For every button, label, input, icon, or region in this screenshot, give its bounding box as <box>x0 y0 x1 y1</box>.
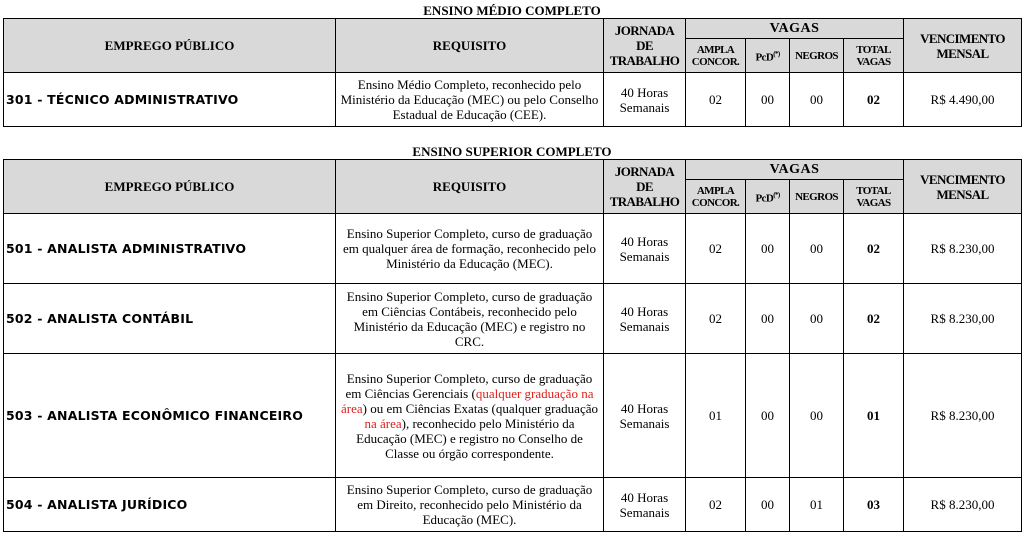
cell-negros: 00 <box>790 73 844 127</box>
table-ensino-medio <box>3 18 1022 127</box>
cell-requisito <box>336 354 604 478</box>
cell-vencimento: R$ 8.230,00 <box>904 214 1022 284</box>
header-pcd: PcD(*) <box>746 39 790 73</box>
requisito-text: ) ou em Ciências Exatas (qualquer graduação <box>362 400 598 416</box>
cell-jornada: 40 Horas Semanais <box>604 478 686 532</box>
table-row <box>4 478 1022 532</box>
cell-ampla: 02 <box>686 478 746 532</box>
cell-vencimento: R$ 8.230,00 <box>904 354 1022 478</box>
table-header-row <box>4 19 1022 39</box>
header-total: TOTAL VAGAS <box>844 180 904 214</box>
cell-negros: 00 <box>790 284 844 354</box>
cell-ampla: 02 <box>686 73 746 127</box>
header-vencimento: VENCIMENTO MENSAL <box>904 160 1022 214</box>
header-vagas: VAGAS <box>686 160 904 180</box>
header-ampla: AMPLA CONCOR. <box>686 180 746 214</box>
cell-total: 02 <box>844 73 904 127</box>
requisito-text: ), reconhecido pelo Ministério da Educação (MEC) e registro no Conselho de Classe ou órgão correspondente. <box>356 415 583 461</box>
section-title-medio: ENSINO MÉDIO COMPLETO <box>423 3 601 18</box>
header-jornada: JORNADA DE TRABALHO <box>604 160 686 214</box>
cell-ampla: 02 <box>686 284 746 354</box>
cell-emprego: 502 - ANALISTA CONTÁBIL <box>4 284 336 354</box>
header-total: TOTAL VAGAS <box>844 39 904 73</box>
cell-negros: 00 <box>790 354 844 478</box>
cell-total: 02 <box>844 284 904 354</box>
cell-emprego: 504 - ANALISTA JURÍDICO <box>4 478 336 532</box>
cell-total: 03 <box>844 478 904 532</box>
cell-pcd: 00 <box>746 73 790 127</box>
header-emprego: EMPREGO PÚBLICO <box>4 160 336 214</box>
header-vagas: VAGAS <box>686 19 904 39</box>
header-negros: NEGROS <box>790 39 844 73</box>
cell-requisito: Ensino Médio Completo, reconhecido pelo Ministério da Educação (MEC) ou pelo Conselho Estadual de Educação (CEE). <box>336 73 604 127</box>
cell-negros: 00 <box>790 214 844 284</box>
header-jornada: JORNADA DE TRABALHO <box>604 19 686 73</box>
cell-total: 02 <box>844 214 904 284</box>
header-pcd: PcD(*) <box>746 180 790 214</box>
cell-emprego: 301 - TÉCNICO ADMINISTRATIVO <box>4 73 336 127</box>
table-ensino-superior <box>3 159 1022 532</box>
cell-requisito: Ensino Superior Completo, curso de graduação em qualquer área de formação, reconhecido pelo Ministério da Educação (MEC). <box>336 214 604 284</box>
cell-vencimento: R$ 4.490,00 <box>904 73 1022 127</box>
table-row <box>4 284 1022 354</box>
cell-ampla: 01 <box>686 354 746 478</box>
table-row <box>4 354 1022 478</box>
header-emprego: EMPREGO PÚBLICO <box>4 19 336 73</box>
cell-pcd: 00 <box>746 478 790 532</box>
section-title-superior: ENSINO SUPERIOR COMPLETO <box>412 144 612 159</box>
cell-requisito: Ensino Superior Completo, curso de graduação em Ciências Contábeis, reconhecido pelo Ministério da Educação (MEC) e registro no CRC. <box>336 284 604 354</box>
cell-emprego: 501 - ANALISTA ADMINISTRATIVO <box>4 214 336 284</box>
cell-pcd: 00 <box>746 354 790 478</box>
cell-total: 01 <box>844 354 904 478</box>
cell-jornada: 40 Horas Semanais <box>604 214 686 284</box>
table-row <box>4 73 1022 127</box>
cell-jornada: 40 Horas Semanais <box>604 73 686 127</box>
cell-negros: 01 <box>790 478 844 532</box>
cell-jornada: 40 Horas Semanais <box>604 354 686 478</box>
cell-jornada: 40 Horas Semanais <box>604 284 686 354</box>
requisito-text: Ensino Superior Completo, curso de graduação em Ciências Gerenciais ( <box>345 370 593 401</box>
cell-emprego: 503 - ANALISTA ECONÔMICO FINANCEIRO <box>4 354 336 478</box>
cell-requisito: Ensino Superior Completo, curso de graduação em Direito, reconhecido pelo Ministério da Educação (MEC). <box>336 478 604 532</box>
header-requisito: REQUISITO <box>336 160 604 214</box>
cell-pcd: 00 <box>746 284 790 354</box>
requisito-highlight: na área <box>364 415 402 431</box>
cell-vencimento: R$ 8.230,00 <box>904 284 1022 354</box>
requisito-highlight: qualquer graduação na área <box>341 385 594 416</box>
header-ampla: AMPLA CONCOR. <box>686 39 746 73</box>
cell-ampla: 02 <box>686 214 746 284</box>
table-row <box>4 214 1022 284</box>
header-negros: NEGROS <box>790 180 844 214</box>
header-requisito: REQUISITO <box>336 19 604 73</box>
header-vencimento: VENCIMENTO MENSAL <box>904 19 1022 73</box>
cell-pcd: 00 <box>746 214 790 284</box>
table-header-row <box>4 160 1022 180</box>
cell-vencimento: R$ 8.230,00 <box>904 478 1022 532</box>
